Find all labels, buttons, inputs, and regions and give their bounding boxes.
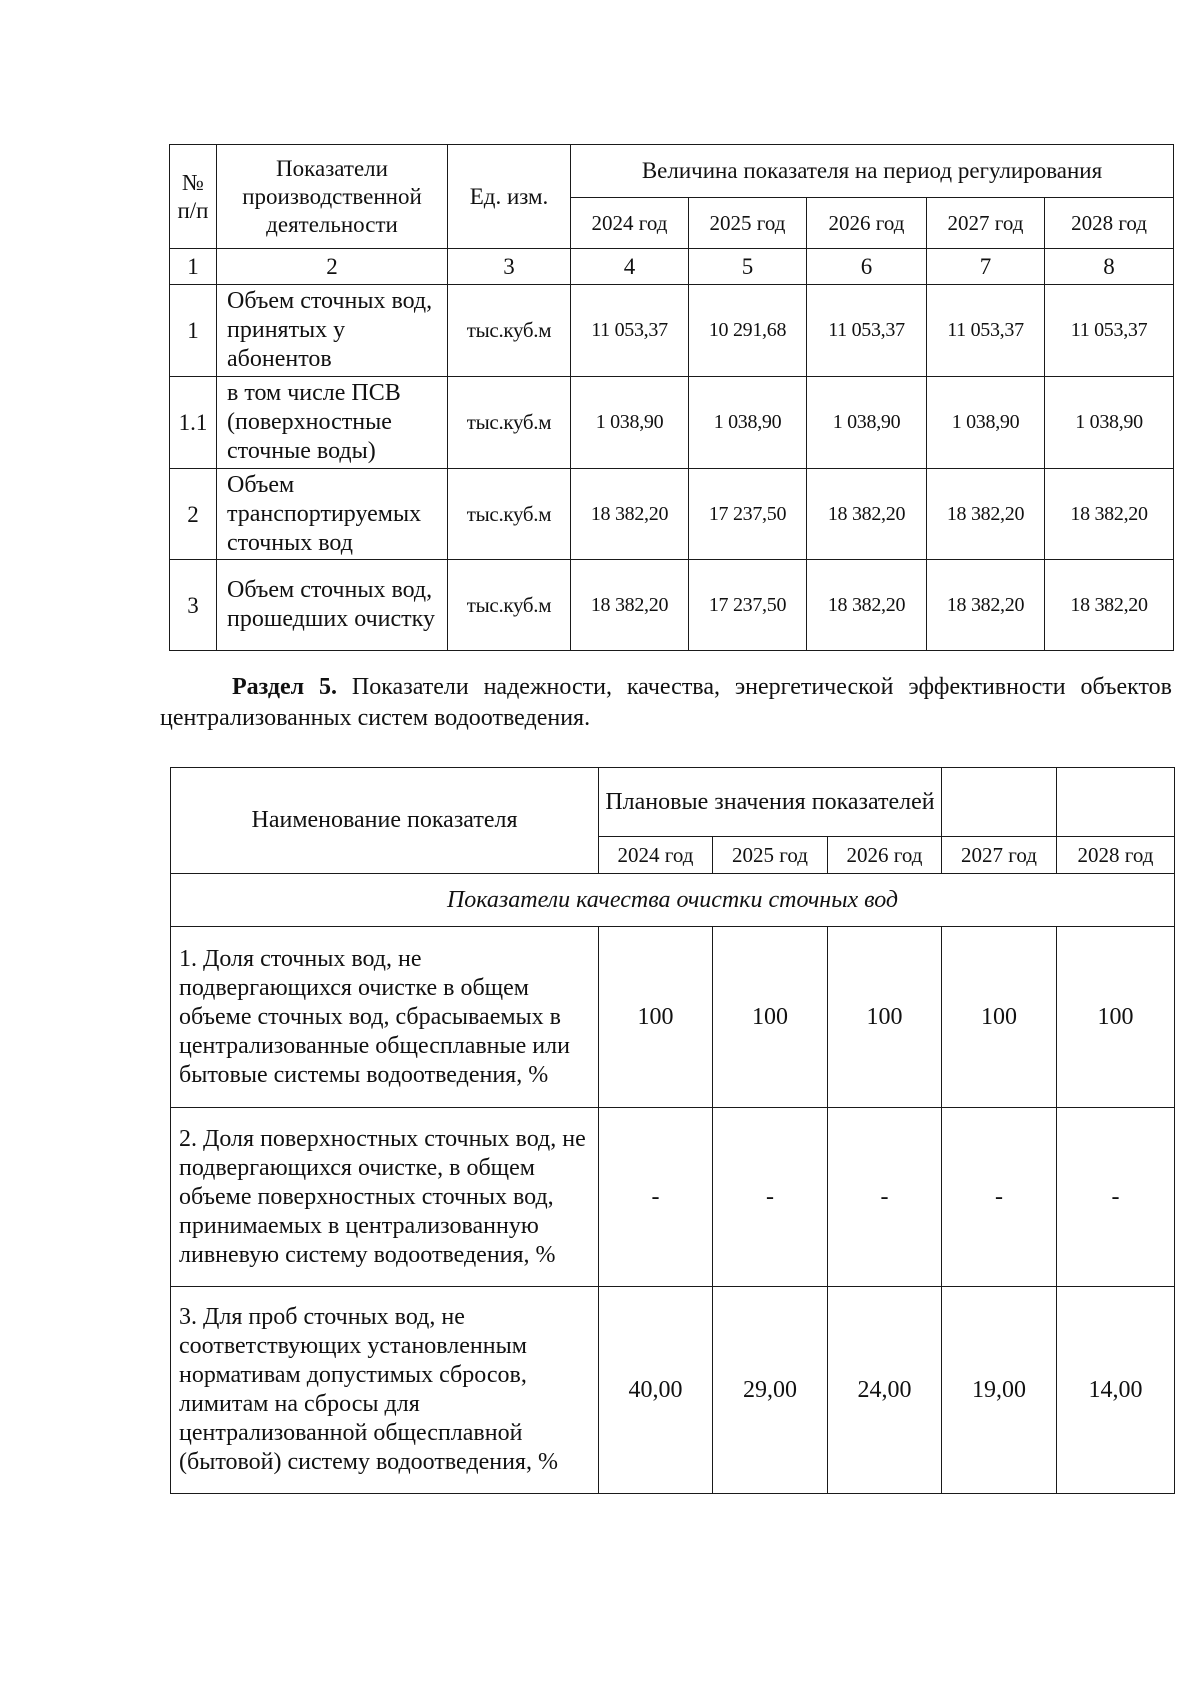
column-number: 1	[170, 249, 217, 285]
row-value: 1 038,90	[1045, 377, 1174, 469]
row-value: 1 038,90	[807, 377, 927, 469]
row-name: в том числе ПСВ (поверхностные сточные воды)	[217, 377, 448, 469]
row-value: 10 291,68	[689, 285, 807, 377]
row-value: 40,00	[599, 1287, 713, 1494]
header-year: 2028 год	[1045, 198, 1174, 249]
row-value: -	[942, 1108, 1057, 1287]
row-value: 1 038,90	[571, 377, 689, 469]
row-value: 1 038,90	[689, 377, 807, 469]
row-value: 18 382,20	[927, 560, 1045, 651]
header-empty	[942, 768, 1057, 837]
column-number: 2	[217, 249, 448, 285]
quality-indicators-table	[170, 767, 1175, 1494]
row-value: 100	[1057, 927, 1175, 1108]
row-value: 18 382,20	[807, 469, 927, 560]
row-value: 18 382,20	[1045, 469, 1174, 560]
header-year: 2026 год	[807, 198, 927, 249]
column-number: 6	[807, 249, 927, 285]
table-row	[171, 1108, 1175, 1287]
row-name: Объем транспортируемых сточных вод	[217, 469, 448, 560]
header-indicator: Показатели производственной деятельности	[217, 145, 448, 249]
row-unit: тыс.куб.м	[448, 377, 571, 469]
row-name: 3. Для проб сточных вод, не соответствующих установленным нормативам допустимых сбросов, лимитам на сбросы для централизованной общесплавной (бытовой) систему водоотведения, %	[171, 1287, 599, 1494]
table-row	[170, 469, 1174, 560]
header-year: 2027 год	[942, 837, 1057, 874]
row-value: -	[1057, 1108, 1175, 1287]
row-value: -	[828, 1108, 942, 1287]
header-planned: Плановые значения показателей	[599, 768, 942, 837]
row-number: 3	[170, 560, 217, 651]
row-number: 2	[170, 469, 217, 560]
table-row	[170, 377, 1174, 469]
row-name: 1. Доля сточных вод, не подвергающихся очистке в общем объеме сточных вод, сбрасываемых в централизованные общесплавные или бытовые системы водоотведения, %	[171, 927, 599, 1108]
column-number: 8	[1045, 249, 1174, 285]
row-value: 100	[828, 927, 942, 1108]
row-number: 1.1	[170, 377, 217, 469]
section-label: Раздел 5.	[232, 674, 338, 700]
row-value: 18 382,20	[1045, 560, 1174, 651]
section-heading	[160, 672, 1172, 734]
row-value: 11 053,37	[927, 285, 1045, 377]
row-value: 1 038,90	[927, 377, 1045, 469]
row-value: 11 053,37	[571, 285, 689, 377]
row-value: 19,00	[942, 1287, 1057, 1494]
header-year: 2027 год	[927, 198, 1045, 249]
header-year: 2026 год	[828, 837, 942, 874]
row-value: -	[713, 1108, 828, 1287]
section-title-row: Показатели качества очистки сточных вод	[171, 874, 1175, 927]
table-row	[171, 927, 1175, 1108]
production-indicators-table	[169, 144, 1174, 651]
row-value: 24,00	[828, 1287, 942, 1494]
column-number: 7	[927, 249, 1045, 285]
row-value: 18 382,20	[927, 469, 1045, 560]
header-year: 2025 год	[713, 837, 828, 874]
column-number: 4	[571, 249, 689, 285]
header-num: № п/п	[170, 145, 217, 249]
row-value: 18 382,20	[571, 560, 689, 651]
row-name: Объем сточных вод, принятых у абонентов	[217, 285, 448, 377]
table-row	[170, 285, 1174, 377]
header-year: 2028 год	[1057, 837, 1175, 874]
row-name: Объем сточных вод, прошедших очистку	[217, 560, 448, 651]
row-value: -	[599, 1108, 713, 1287]
row-value: 17 237,50	[689, 560, 807, 651]
header-period: Величина показателя на период регулирования	[571, 145, 1174, 198]
row-value: 29,00	[713, 1287, 828, 1494]
row-value: 100	[942, 927, 1057, 1108]
column-number: 5	[689, 249, 807, 285]
header-name: Наименование показателя	[171, 768, 599, 874]
row-value: 18 382,20	[571, 469, 689, 560]
row-unit: тыс.куб.м	[448, 469, 571, 560]
header-year: 2024 год	[599, 837, 713, 874]
row-value: 14,00	[1057, 1287, 1175, 1494]
column-number: 3	[448, 249, 571, 285]
row-number: 1	[170, 285, 217, 377]
header-unit: Ед. изм.	[448, 145, 571, 249]
row-value: 18 382,20	[807, 560, 927, 651]
row-value: 100	[713, 927, 828, 1108]
header-empty	[1057, 768, 1175, 837]
row-value: 11 053,37	[1045, 285, 1174, 377]
row-unit: тыс.куб.м	[448, 285, 571, 377]
table-row	[170, 560, 1174, 651]
row-value: 17 237,50	[689, 469, 807, 560]
table-row	[171, 1287, 1175, 1494]
row-name: 2. Доля поверхностных сточных вод, не подвергающихся очистке, в общем объеме поверхностных сточных вод, принимаемых в централизованную ливневую систему водоотведения, %	[171, 1108, 599, 1287]
section-text: Показатели надежности, качества, энергетической эффективности объектов централизованных систем водоотведения.	[160, 674, 1172, 731]
header-year: 2025 год	[689, 198, 807, 249]
row-value: 11 053,37	[807, 285, 927, 377]
row-unit: тыс.куб.м	[448, 560, 571, 651]
header-year: 2024 год	[571, 198, 689, 249]
row-value: 100	[599, 927, 713, 1108]
